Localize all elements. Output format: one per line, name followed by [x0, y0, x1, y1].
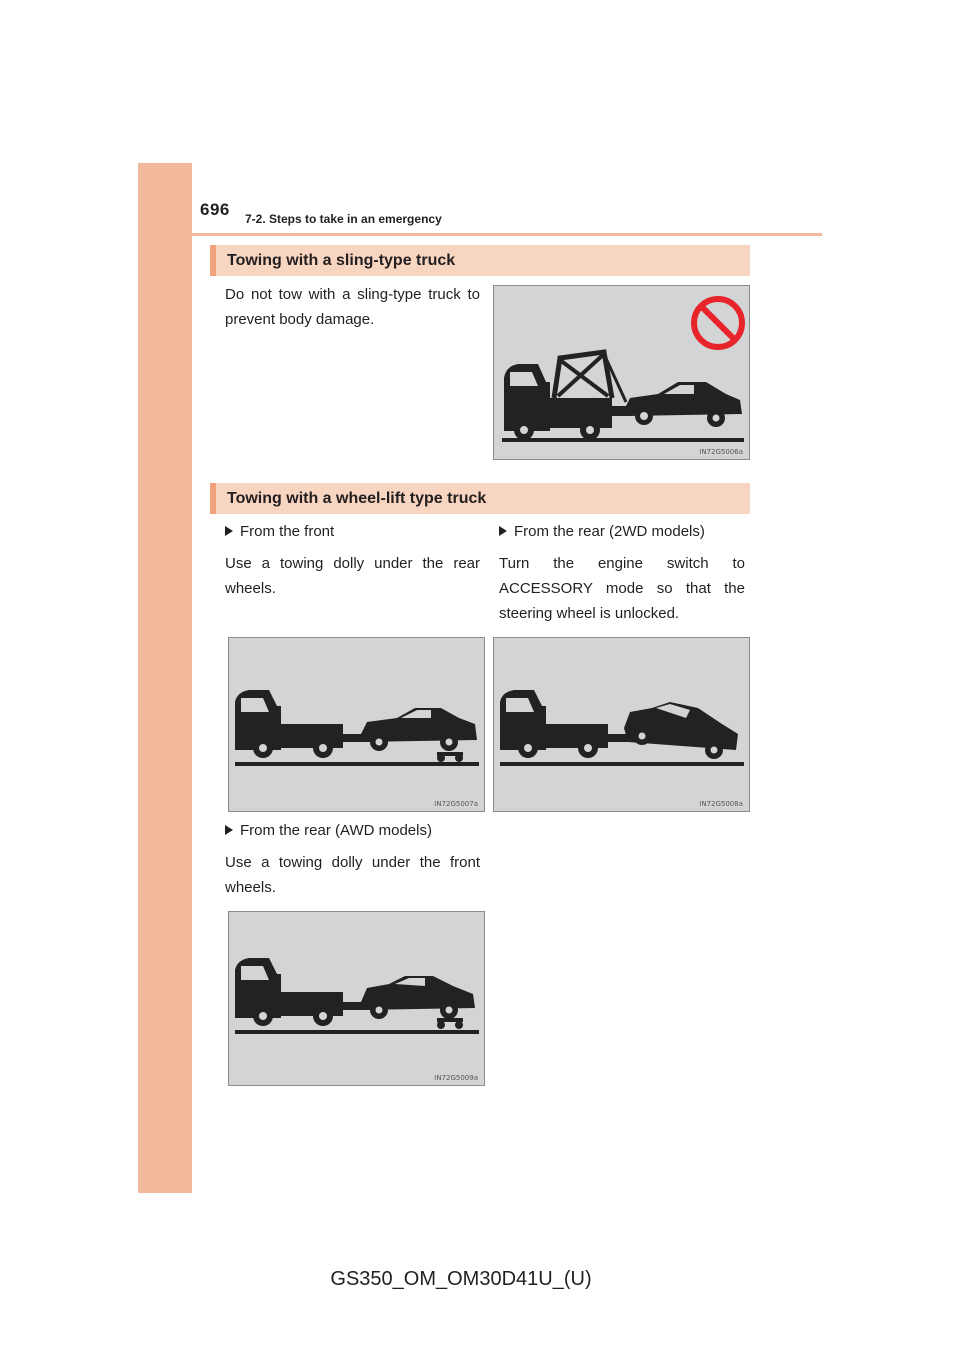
prohibited-icon [694, 299, 742, 347]
sling-type-text: Do not tow with a sling-type truck to prevent body damage. [225, 286, 480, 328]
document-id: GS350_OM_OM30D41U_(U) [330, 1268, 592, 1290]
heading-wheel-lift-type: Towing with a wheel-lift type truck [210, 483, 750, 514]
figure-code: IN72G5006a [699, 448, 743, 456]
from-rear-awd-text: Use a towing dolly under the front wheels. [225, 854, 480, 896]
figure-code: IN72G5008a [699, 800, 743, 808]
heading-sling-type: Towing with a sling-type truck [210, 245, 750, 276]
chapter-side-band [138, 163, 192, 1193]
bullet-from-rear-awd: From the rear (AWD models) [225, 821, 432, 841]
triangle-bullet-icon [499, 526, 507, 536]
bullet-from-front: From the front [225, 522, 334, 542]
figure-code: IN72G5009a [434, 1074, 478, 1082]
figure-tow-from-front [228, 637, 485, 812]
from-rear-2wd-text: Turn the engine switch to ACCESSORY mode so that the steering wheel is unlocked. [499, 555, 745, 622]
page-number: 696 [200, 200, 230, 219]
footer [0, 1268, 960, 1291]
figure-sling-type-truck [493, 285, 750, 460]
header-rule [192, 233, 822, 236]
figure-tow-from-rear-2wd [493, 637, 750, 812]
figure-code: IN72G5007a [434, 800, 478, 808]
triangle-bullet-icon [225, 526, 233, 536]
section-title: 7-2. Steps to take in an emergency [245, 212, 442, 226]
figure-tow-from-rear-awd [228, 911, 485, 1086]
from-front-text: Use a towing dolly under the rear wheels. [225, 555, 480, 597]
triangle-bullet-icon [225, 825, 233, 835]
bullet-from-rear-2wd: From the rear (2WD models) [499, 522, 705, 542]
